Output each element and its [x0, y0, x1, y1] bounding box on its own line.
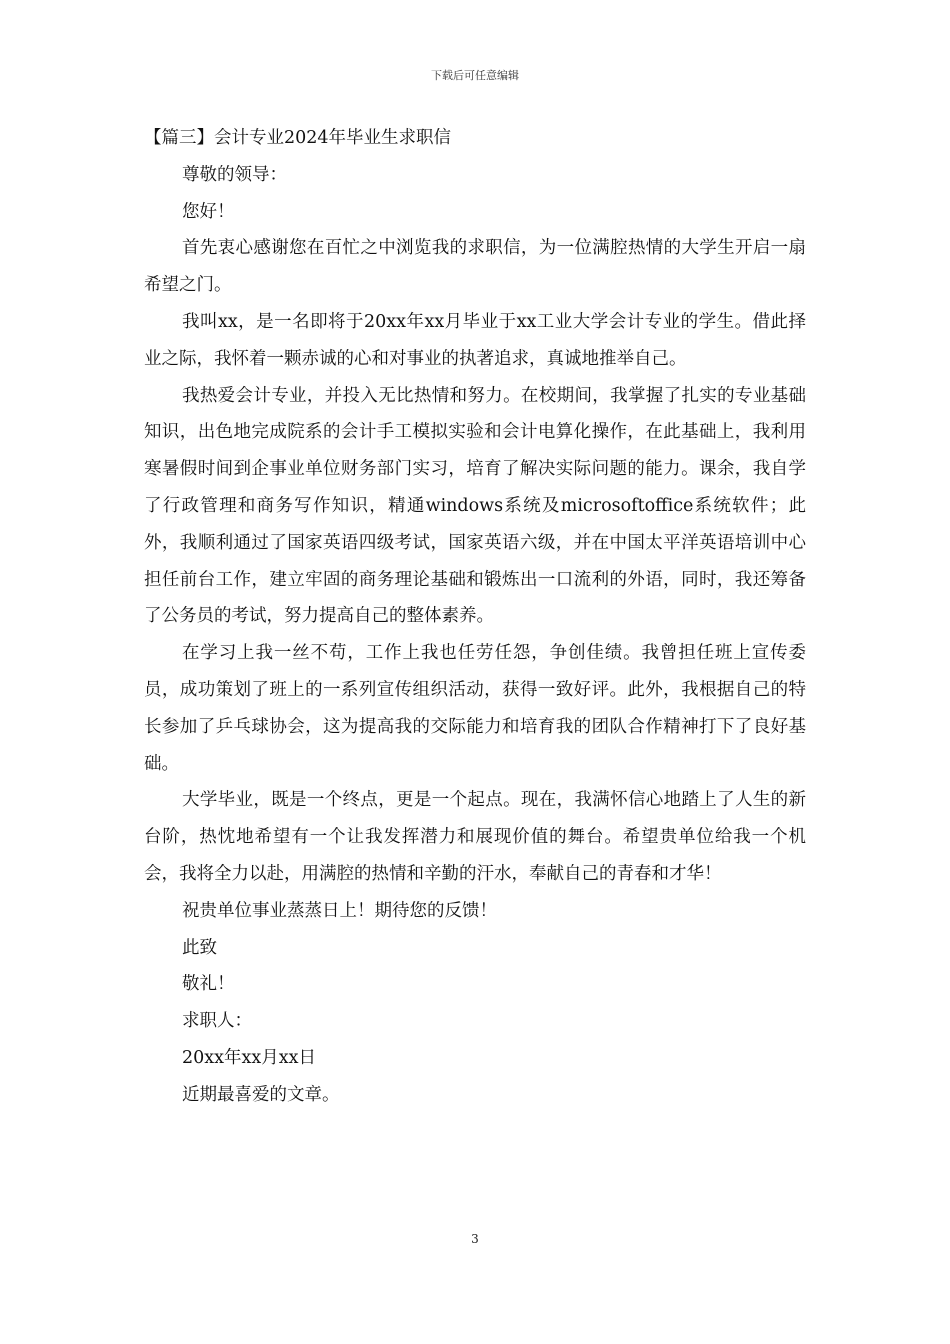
letter-footer-note: 近期最喜爱的文章。	[182, 1084, 340, 1105]
letter-paragraph: 在学习上我一丝不苟，工作上我也任劳任怨，争创佳绩。我曾担任班上宣传委员，成功策划了班上的一系列宣传组织活动，获得一致好评。此外，我根据自己的特长参加了乒乓球协会，这为提高我的交际能力和培育我的团队合作精神打下了良好基础。	[144, 643, 806, 774]
letter-signature-label: 求职人：	[182, 1011, 252, 1032]
letter-closing-2: 敬礼！	[182, 974, 235, 995]
page-number: 3	[471, 1232, 479, 1246]
letter-paragraph: 首先衷心感谢您在百忙之中浏览我的求职信，为一位满腔热情的大学生开启一扇希望之门。	[144, 238, 806, 296]
letter-paragraph: 大学毕业，既是一个终点，更是一个起点。现在，我满怀信心地踏上了人生的新台阶，热忱地希望有一个让我发挥潜力和展现价值的舞台。希望贵单位给我一个机会，我将全力以赴，用满腔的热情和辛勤的汗水，奉献自己的青春和才华！	[144, 790, 806, 884]
letter-paragraph: 我热爱会计专业，并投入无比热情和努力。在校期间，我掌握了扎实的专业基础知识，出色地完成院系的会计手工模拟实验和会计电算化操作，在此基础上，我利用寒暑假时间到企事业单位财务部门实习，培育了解决实际问题的能力。课余，我自学了行政管理和商务写作知识，精通windows系统及microsoftoffice系统软件；此外，我顺利通过了国家英语四级考试，国家英语六级，并在中国太平洋英语培训中心担任前台工作，建立牢固的商务理论基础和锻炼出一口流利的外语，同时，我还筹备了公务员的考试，努力提高自己的整体素养。	[144, 385, 806, 627]
letter-date: 20xx年xx月xx日	[182, 1047, 316, 1068]
page-header-note: 下载后可任意编辑	[431, 69, 519, 82]
letter-closing-1: 此致	[182, 937, 217, 958]
letter-wishes: 祝贵单位事业蒸蒸日上！期待您的反馈！	[182, 900, 497, 921]
letter-salutation: 尊敬的领导：	[182, 164, 287, 185]
letter-greeting: 您好！	[182, 201, 235, 222]
letter-paragraph: 我叫xx，是一名即将于20xx年xx月毕业于xx工业大学会计专业的学生。借此择业之际，我怀着一颗赤诚的心和对事业的执著追求，真诚地推举自己。	[144, 311, 806, 369]
letter-body	[144, 120, 806, 1114]
letter-title: 【篇三】会计专业2024年毕业生求职信	[144, 128, 452, 148]
